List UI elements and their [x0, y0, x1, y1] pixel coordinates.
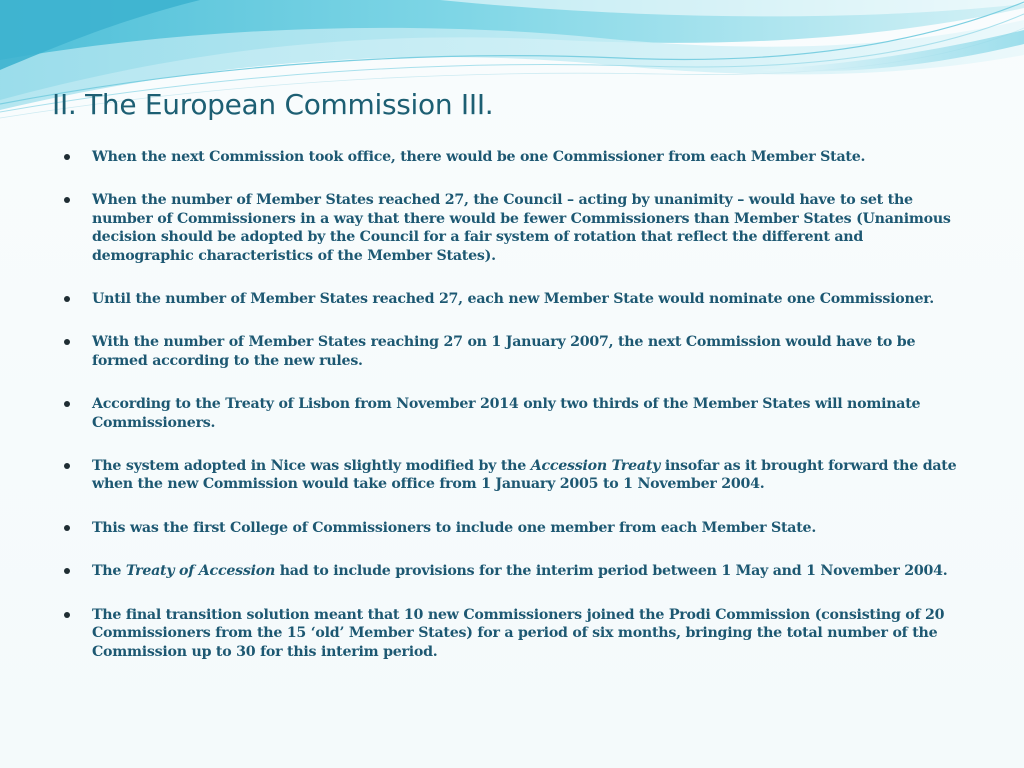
bullet-text-post: had to include provisions for the interim period between 1 May and 1 November 2004. — [275, 563, 948, 580]
bullet-text-pre: The system adopted in Nice was slightly modified by the — [92, 458, 531, 475]
bullet-text: When the next Commission took office, there would be one Commissioner from each Member State. — [92, 149, 866, 165]
bullet-item — [62, 290, 962, 308]
bullet-text: Until the number of Member States reached 27, each new Member State would nominate one Commissioner. — [92, 291, 934, 308]
bullet-item — [62, 606, 962, 661]
bullet-text: The final transition solution meant that 10 new Commissioners joined the Prodi Commission (consisting of 20 Commissioners from the 15 ‘old’ Member States) for a period of six months, bringing the total number of the Commission up to 30 for this interim period. — [92, 606, 945, 660]
bullet-text-pre: The — [92, 563, 126, 580]
bullet-item — [62, 562, 962, 580]
bullet-text: When the number of Member States reached 27, the Council – acting by unanimity – would have to set the number of Commissioners in a way that there would be fewer Commissioners than Member States (Unanimous decision should be adopted by the Council for a fair system of rotation that reflect the different and demographic characteristics of the Member States). — [92, 192, 951, 264]
bullet-item — [62, 457, 962, 494]
bullet-item — [62, 395, 962, 432]
bullet-item — [62, 519, 962, 537]
bullet-item — [62, 191, 962, 265]
bullet-item — [62, 333, 962, 370]
bullet-list — [62, 148, 962, 686]
bullet-text: This was the first College of Commissioners to include one member from each Member State. — [92, 519, 817, 536]
bullet-text-emphasis: Treaty of Accession — [125, 563, 276, 580]
bullet-text: With the number of Member States reaching 27 on 1 January 2007, the next Commission would have to be formed according to the new rules. — [92, 334, 916, 369]
bullet-text-post: insofar as it brought forward the date when the new Commission would take office from 1 January 2005 to 1 November 2004. — [92, 458, 957, 493]
slide-title: II. The European Commission III. — [52, 88, 494, 121]
bullet-item — [62, 148, 962, 166]
bullet-text-emphasis: Accession Treaty — [530, 458, 661, 475]
bullet-text: According to the Treaty of Lisbon from November 2014 only two thirds of the Member States will nominate Commissioners. — [92, 396, 921, 431]
